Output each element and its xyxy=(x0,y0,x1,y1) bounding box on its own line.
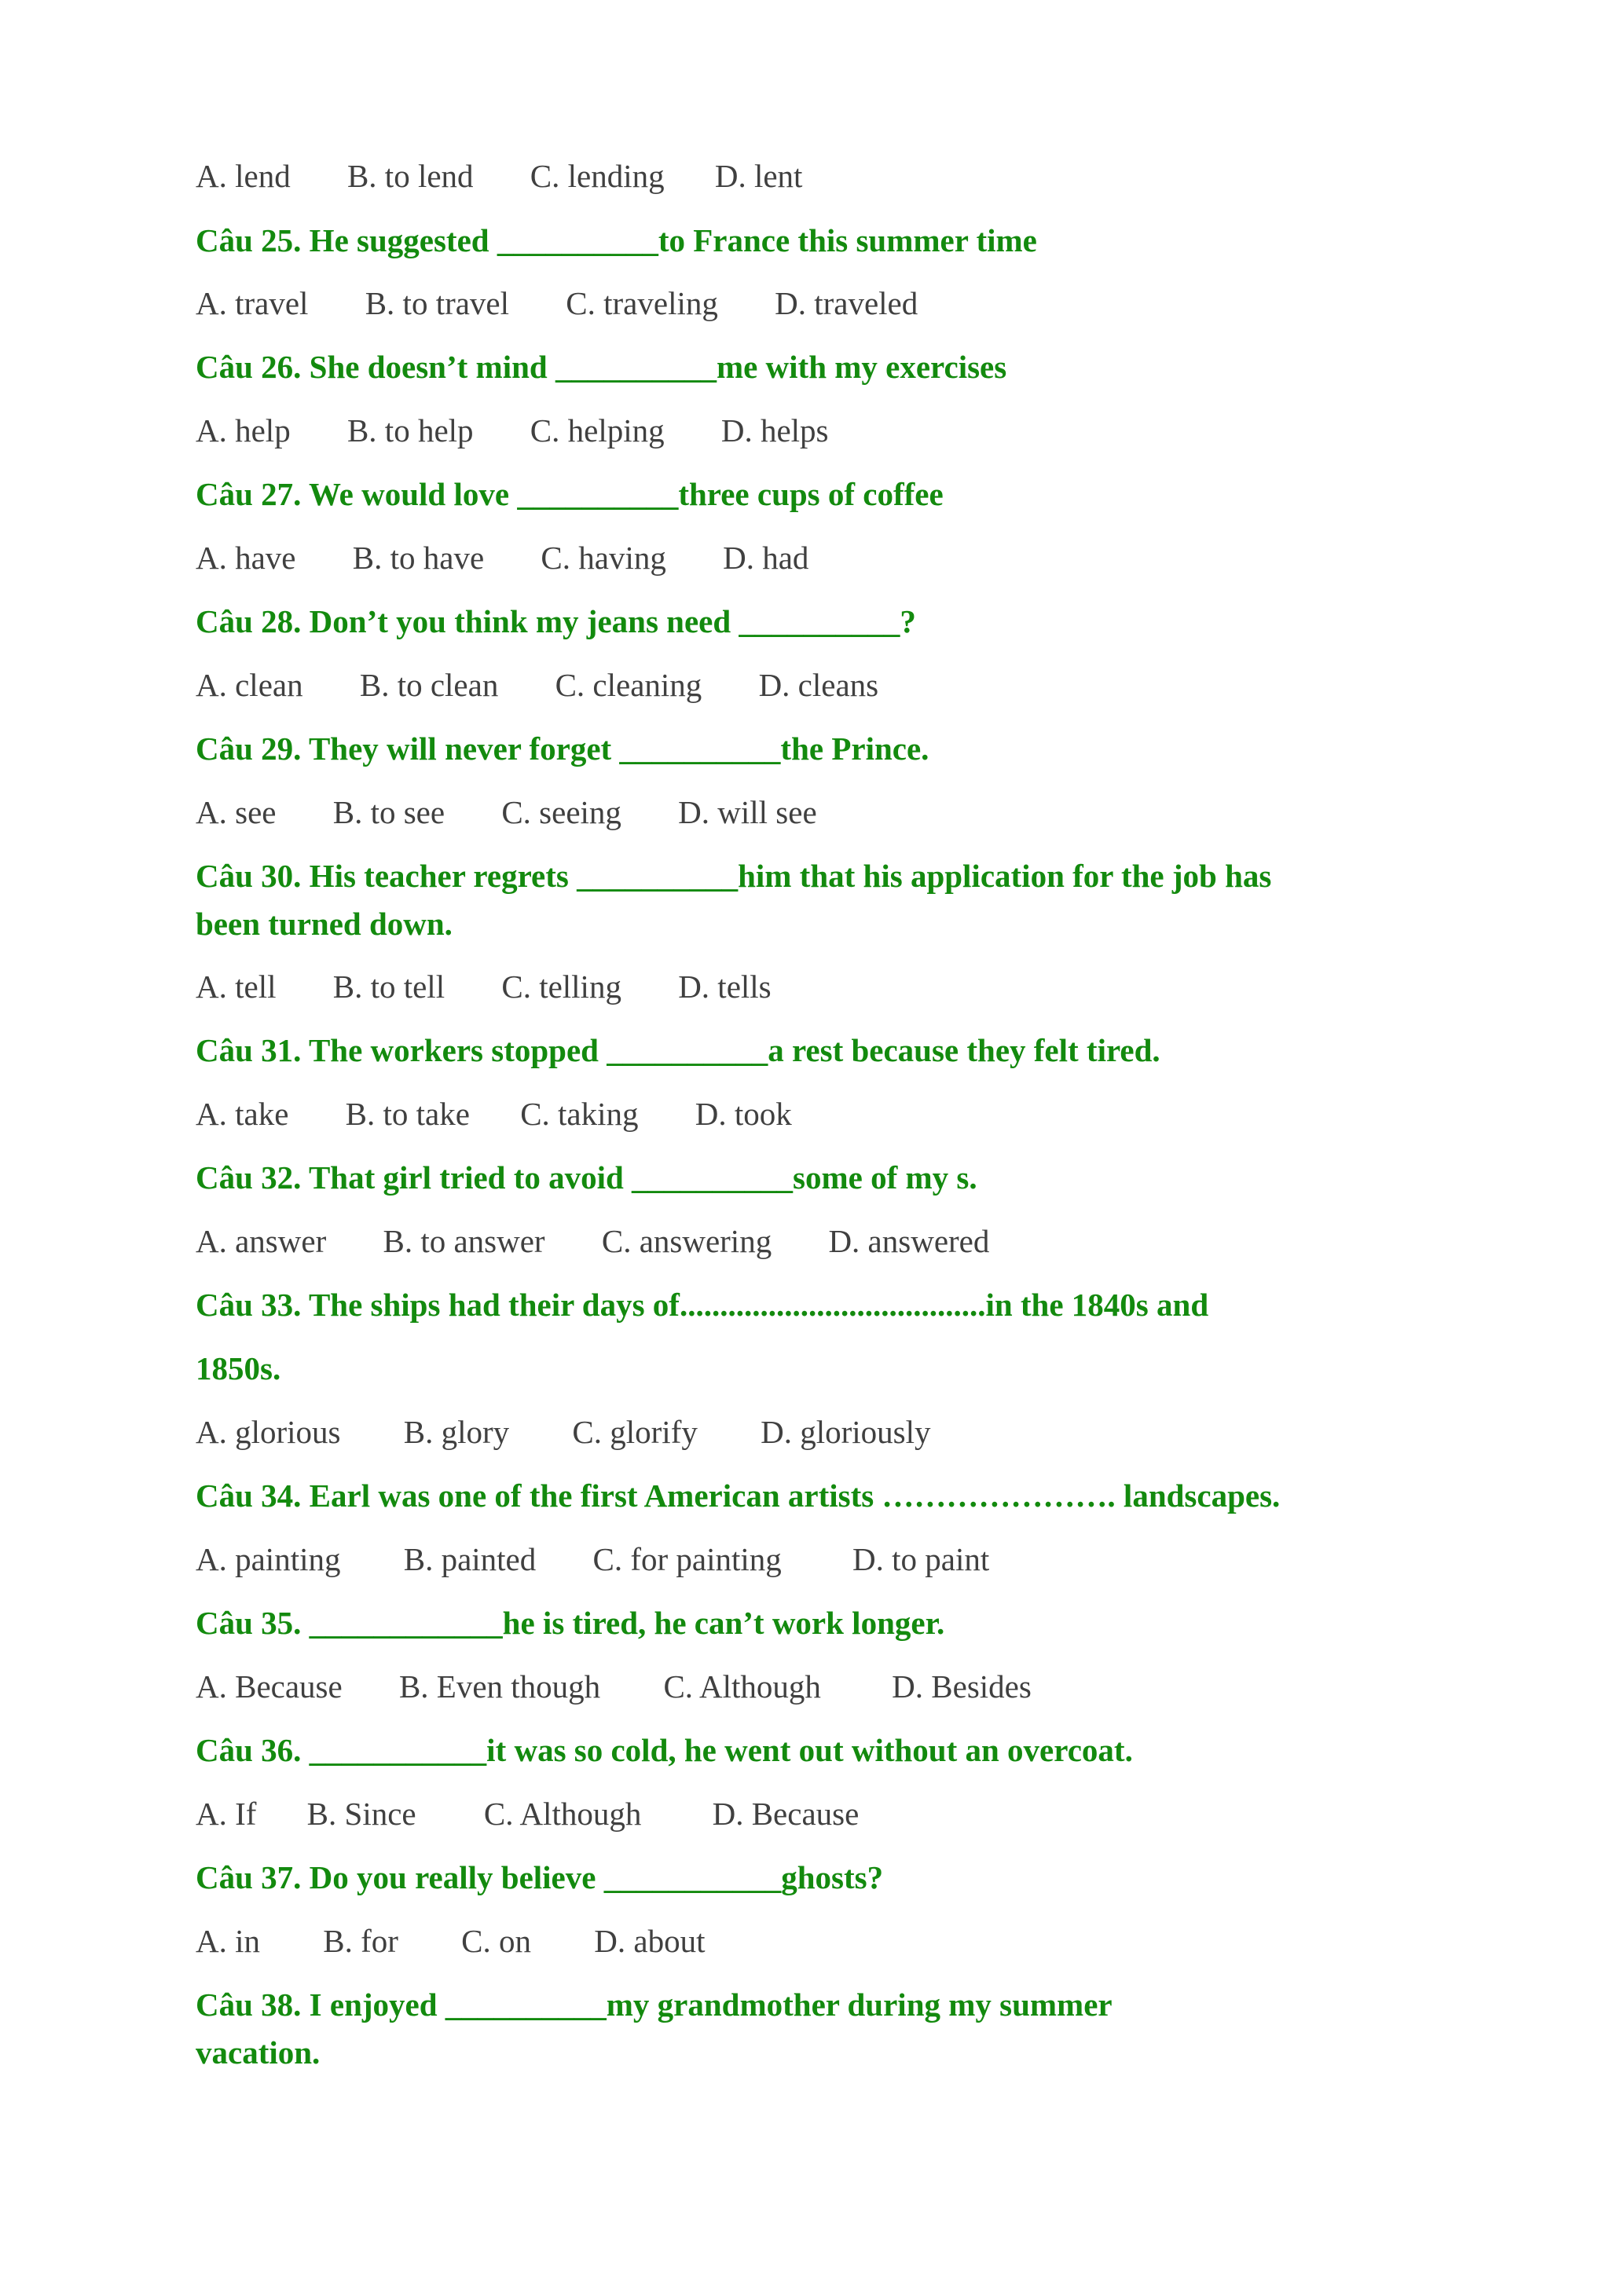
question-33: Câu 33. The ships had their days of......................................in the 1840s and xyxy=(196,1287,1209,1323)
question-25: Câu 25. He suggested __________to France this summer time xyxy=(196,222,1037,258)
option-c: C. glorify xyxy=(572,1414,698,1450)
option-a: A. Because xyxy=(196,1668,343,1705)
question-text-continued: vacation. xyxy=(196,2034,321,2071)
answer-options-33 xyxy=(196,1408,1453,1456)
option-a: A. answer xyxy=(196,1223,327,1259)
question-31: Câu 31. The workers stopped __________a rest because they felt tired. xyxy=(196,1032,1160,1068)
question-number: Câu 32 xyxy=(196,1159,294,1196)
option-b: B. to help xyxy=(346,412,474,449)
answer-options-25 xyxy=(196,280,1453,328)
answer-options-36 xyxy=(196,1790,1453,1838)
question-38: Câu 38. I enjoyed __________my grandmother during my summer xyxy=(196,1987,1113,2023)
question-36: Câu 36. ___________it was so cold, he went out without an overcoat. xyxy=(196,1732,1133,1768)
question-text: I enjoyed __________my grandmother during my summer xyxy=(309,1987,1113,2023)
option-d: D. traveled xyxy=(775,285,918,321)
option-a: A. see xyxy=(196,794,277,830)
question-32: Câu 32. That girl tried to avoid __________some of my s. xyxy=(196,1159,977,1196)
question-number: Câu 25 xyxy=(196,222,294,258)
option-d: D. to paint xyxy=(852,1541,990,1577)
option-b: B. to travel xyxy=(365,285,510,321)
option-c: C. having xyxy=(541,540,666,576)
question-text: They will never forget __________the Prince. xyxy=(308,731,929,767)
option-c: C. telling xyxy=(501,969,621,1005)
question-text: She doesn’t mind __________me with my exercises xyxy=(309,349,1007,385)
option-a: A. glorious xyxy=(196,1414,341,1450)
question-38-continued xyxy=(196,2029,1453,2077)
question-number: Câu 34 xyxy=(196,1478,294,1514)
option-d: D. answered xyxy=(828,1223,990,1259)
answer-options-28 xyxy=(196,661,1453,709)
question-30: Câu 30. His teacher regrets __________him that his application for the job has xyxy=(196,858,1272,894)
question-text: That girl tried to avoid __________some of my s. xyxy=(308,1159,977,1196)
option-a: A. If xyxy=(196,1796,257,1832)
option-d: D. lent xyxy=(714,158,803,194)
question-30-continued xyxy=(196,900,1453,948)
answer-options-27 xyxy=(196,534,1453,582)
option-b: B. to tell xyxy=(332,969,445,1005)
option-d: D. will see xyxy=(678,794,817,830)
question-number: Câu 28 xyxy=(196,603,294,639)
question-text: He suggested __________to France this summer time xyxy=(309,222,1037,258)
question-number: Câu 38 xyxy=(196,1987,294,2023)
option-c: C. taking xyxy=(520,1096,639,1132)
answer-options-30 xyxy=(196,963,1453,1011)
option-d: D. about xyxy=(594,1923,706,1959)
question-text: ___________it was so cold, he went out without an overcoat. xyxy=(309,1732,1133,1768)
question-33-continued xyxy=(196,1345,1453,1393)
question-text-continued: been turned down. xyxy=(196,906,453,942)
option-d: D. Because xyxy=(712,1796,860,1832)
question-text-continued: 1850s. xyxy=(196,1350,281,1386)
question-text: Earl was one of the first American artists …………………. landscapes. xyxy=(309,1478,1281,1514)
option-a: A. painting xyxy=(196,1541,341,1577)
option-a: A. clean xyxy=(196,667,303,703)
option-c: C. cleaning xyxy=(555,667,702,703)
option-b: B. Even though xyxy=(398,1668,601,1705)
question-text: The ships had their days of......................................in the 1840s and xyxy=(308,1287,1209,1323)
question-text: Do you really believe ___________ghosts? xyxy=(309,1859,884,1895)
answer-options-26 xyxy=(196,407,1453,455)
question-number: Câu 35 xyxy=(196,1605,294,1641)
question-29: Câu 29. They will never forget __________the Prince. xyxy=(196,731,929,767)
option-b: B. to see xyxy=(332,794,445,830)
question-number: Câu 26 xyxy=(196,349,294,385)
option-d: D. had xyxy=(723,540,809,576)
option-c: C. Although xyxy=(483,1796,642,1832)
question-34: Câu 34. Earl was one of the first American artists …………………. landscapes. xyxy=(196,1478,1281,1514)
question-text: Don’t you think my jeans need __________? xyxy=(309,603,916,639)
option-b: B. glory xyxy=(403,1414,510,1450)
option-c: C. helping xyxy=(530,412,665,449)
question-number: Câu 37 xyxy=(196,1859,294,1895)
question-37: Câu 37. Do you really believe ___________ghosts? xyxy=(196,1859,884,1895)
option-b: B. to clean xyxy=(359,667,499,703)
answer-options-32 xyxy=(196,1218,1453,1265)
option-c: C. answering xyxy=(601,1223,772,1259)
option-a: A. lend xyxy=(196,158,291,194)
answer-options-35 xyxy=(196,1663,1453,1711)
option-c: C. lending xyxy=(530,158,665,194)
option-a: A. travel xyxy=(196,285,309,321)
option-a: A. have xyxy=(196,540,296,576)
option-b: B. to have xyxy=(352,540,485,576)
option-d: D. helps xyxy=(720,412,829,449)
question-text: We would love __________three cups of coffee xyxy=(308,476,944,512)
answer-options-29 xyxy=(196,789,1453,837)
option-d: D. Besides xyxy=(892,1668,1032,1705)
question-number: Câu 31 xyxy=(196,1032,294,1068)
question-text: ____________he is tired, he can’t work longer. xyxy=(309,1605,945,1641)
question-number: Câu 29 xyxy=(196,731,294,767)
option-b: B. Since xyxy=(306,1796,416,1832)
option-d: D. took xyxy=(695,1096,792,1132)
option-c: C. for painting xyxy=(592,1541,782,1577)
option-b: B. for xyxy=(323,1923,398,1959)
option-d: D. gloriously xyxy=(761,1414,931,1450)
option-d: D. tells xyxy=(678,969,772,1005)
question-28: Câu 28. Don’t you think my jeans need __________? xyxy=(196,603,916,639)
question-27: Câu 27. We would love __________three cups of coffee xyxy=(196,476,944,512)
answer-options-37 xyxy=(196,1917,1453,1965)
question-number: Câu 36 xyxy=(196,1732,294,1768)
option-b: B. to take xyxy=(345,1096,470,1132)
answer-options-31 xyxy=(196,1090,1453,1138)
answer-options-34 xyxy=(196,1536,1453,1584)
question-number: Câu 30 xyxy=(196,858,294,894)
option-a: A. take xyxy=(196,1096,289,1132)
option-b: B. to answer xyxy=(383,1223,545,1259)
option-c: C. Although xyxy=(663,1668,821,1705)
option-a: A. in xyxy=(196,1923,260,1959)
option-a: A. tell xyxy=(196,969,277,1005)
question-number: Câu 33 xyxy=(196,1287,294,1323)
option-d: D. cleans xyxy=(758,667,879,703)
answer-options-24 xyxy=(196,152,1453,200)
option-c: C. traveling xyxy=(566,285,718,321)
question-text: The workers stopped __________a rest because they felt tired. xyxy=(308,1032,1160,1068)
option-c: C. seeing xyxy=(501,794,621,830)
option-b: B. painted xyxy=(403,1541,537,1577)
option-b: B. to lend xyxy=(346,158,474,194)
question-26: Câu 26. She doesn’t mind __________me with my exercises xyxy=(196,349,1007,385)
option-a: A. help xyxy=(196,412,291,449)
question-number: Câu 27 xyxy=(196,476,294,512)
option-c: C. on xyxy=(461,1923,532,1959)
question-text: His teacher regrets __________him that his application for the job has xyxy=(309,858,1272,894)
question-35: Câu 35. ____________he is tired, he can’t work longer. xyxy=(196,1605,945,1641)
